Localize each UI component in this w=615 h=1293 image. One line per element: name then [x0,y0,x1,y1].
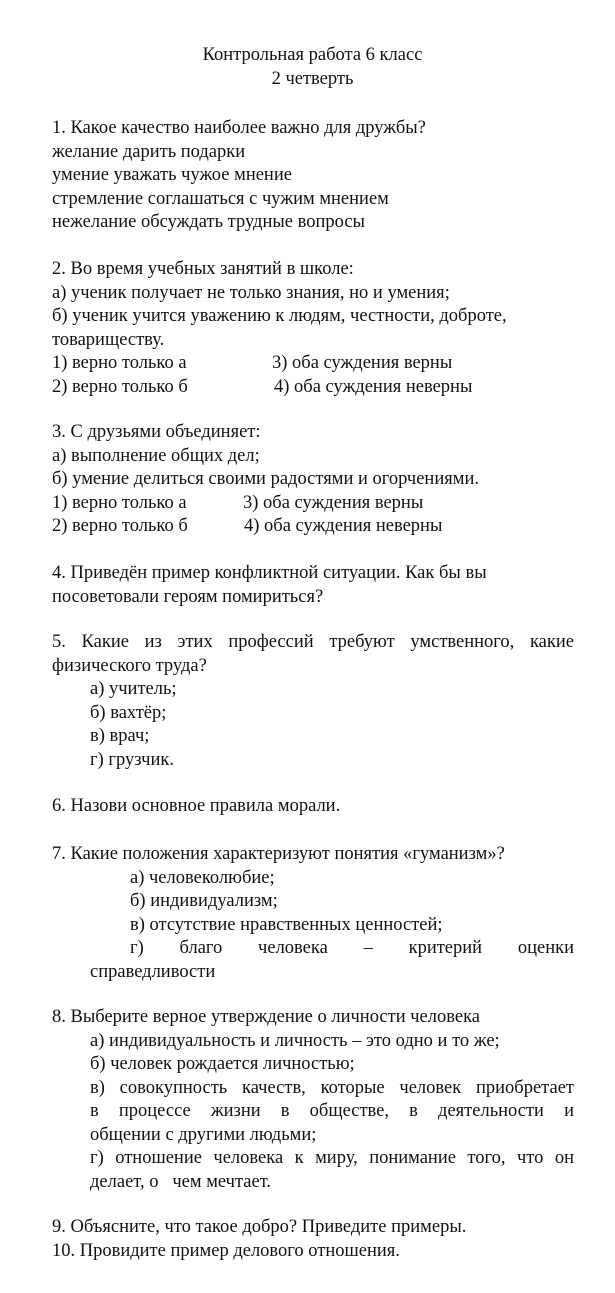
question-3-answer-3: 3) оба суждения верны [243,492,424,513]
question-1-option: нежелание обсуждать трудные вопросы [52,212,365,232]
question-3-answer-4: 4) оба суждения неверны [244,516,443,536]
question-3-text: 3. С друзьями объединяет: [52,422,261,442]
question-3 [52,421,574,539]
question-7 [52,843,574,984]
question-5-text: 5. Какие из этих профессий требуют умственного, какие [52,632,574,652]
question-5-text-cont: физического труда? [52,655,207,676]
page-subtitle: 2 четверть [271,69,354,89]
question-5-option: а) учитель; [90,679,177,699]
question-5-option: г) грузчик. [90,749,174,770]
question-4-text-cont: посоветовали героям помириться? [52,586,324,607]
question-7-option-d: г) благо человека – критерий оценки [130,938,574,958]
page-title: Контрольная работа 6 класс [202,45,423,65]
question-3-answer-1: 1) верно только а [52,492,187,513]
question-8-option-c: в) совокупность качеств, которые человек приобретает [90,1077,574,1098]
question-2-answer-3: 3) оба суждения верны [272,353,453,373]
question-2-answers-row-1 [52,352,574,376]
question-8-option-c-cont: в процессе жизни в обществе, в деятельности и [90,1101,574,1121]
question-5-option: в) врач; [90,726,150,746]
question-6-text: 6. Назови основное правила морали. [52,796,341,816]
question-1 [52,117,574,235]
question-7-option-d-cont: справедливости [90,961,216,982]
question-9-text: 9. Объясните, что такое добро? Приведите примеры. [52,1217,467,1237]
question-5-option: б) вахтёр; [90,702,167,723]
question-3-answers-row-1 [52,492,574,516]
question-1-option: желание дарить подарки [52,141,246,162]
question-3-statement-b: б) умение делиться своими радостями и огорчениями. [52,469,479,489]
question-7-option-a: а) человеколюбие; [130,867,275,888]
question-2-text: 2. Во время учебных занятий в школе: [52,259,354,279]
question-3-answers-row-2 [52,515,574,539]
question-8-option-b: б) человек рождается личностью; [90,1054,355,1074]
question-8 [52,1006,574,1194]
question-3-statement-a: а) выполнение общих дел; [52,445,260,466]
question-2-answer-1: 1) верно только а [52,353,187,373]
question-2-answers-row-2 [52,376,574,400]
question-8-text: 8. Выберите верное утверждение о личности человека [52,1007,480,1027]
question-1-text: 1. Какое качество наиболее важно для дружбы? [52,118,426,138]
question-8-option-d: г) отношение человека к миру, понимание того, что он [90,1148,574,1168]
question-2-answer-2: 2) верно только б [52,376,188,397]
question-7-option-c: в) отсутствие нравственных ценностей; [130,914,443,935]
question-2 [52,258,574,399]
question-4-text: 4. Приведён пример конфликтной ситуации. Как бы вы [52,563,487,583]
question-5 [52,631,574,772]
question-7-option-b: б) индивидуализм; [130,891,278,911]
question-8-option-d-cont: делает, о чем мечтает. [90,1171,272,1192]
question-9 [52,1216,574,1240]
question-10-text: 10. Провидите пример делового отношения. [52,1241,400,1261]
question-1-option: умение уважать чужое мнение [52,165,292,185]
question-2-statement-b: б) ученик учится уважению к людям, честности, доброте, [52,306,507,326]
question-2-statement-b-cont: товариществу. [52,329,165,350]
question-2-statement-a: а) ученик получает не только знания, но и умения; [52,282,450,303]
question-8-option-c-cont: общении с другими людьми; [90,1124,317,1145]
question-10 [52,1240,574,1264]
question-1-option: стремление соглашаться с чужим мнением [52,188,389,209]
question-2-answer-4: 4) оба суждения неверны [274,376,473,397]
question-6 [52,795,574,819]
question-8-option-a: а) индивидуальность и личность – это одно и то же; [90,1030,500,1051]
question-3-answer-2: 2) верно только б [52,516,188,536]
question-7-text: 7. Какие положения характеризуют понятия «гуманизм»? [52,844,505,864]
question-4 [52,562,574,609]
